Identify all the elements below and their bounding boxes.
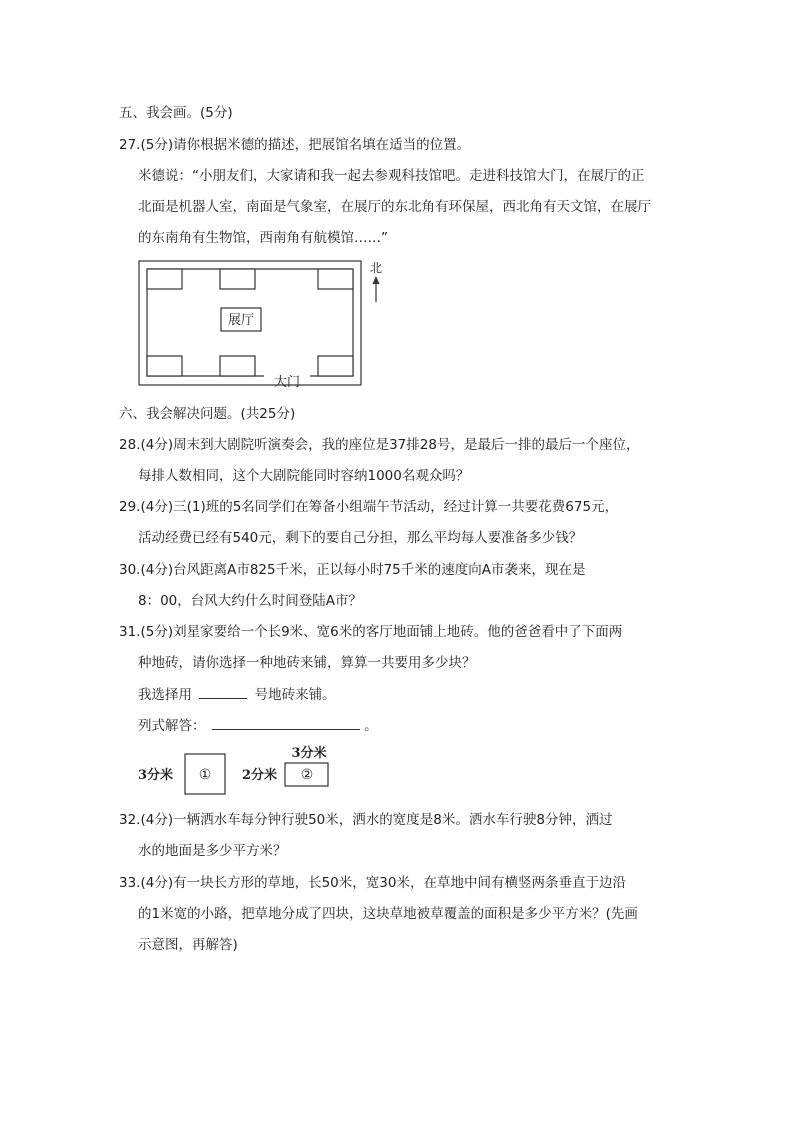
question-27-desc-line-3: 的东南角有生物馆，西南角有航模馆……” — [138, 230, 388, 246]
choose-prefix: 我选择用 — [138, 687, 192, 703]
room-northwest — [147, 269, 182, 289]
gate-label: 大门 — [273, 375, 301, 390]
question-27-desc-line-1: 米德说：“小朋友们，大家请和我一起去参观科技馆吧。走进科技馆大门，在展厅的正 — [138, 168, 645, 184]
tile-2-top-label: 3分米 — [291, 746, 327, 761]
tile-2-side-label: 2分米 — [242, 768, 278, 783]
solve-prefix: 列式解答： — [138, 718, 206, 734]
question-30-line-1: 30.(4分)台风距离A市825千米，正以每小时75千米的速度向A市袭来，现在是 — [119, 562, 586, 578]
section-heading-5: 五、我会画。(5分) — [119, 105, 233, 121]
question-33-line-2: 的1米宽的小路，把草地分成了四块，这块草地被草覆盖的面积是多少平方米？(先画 — [138, 906, 638, 922]
section-heading-6: 六、我会解决问题。(共25分) — [119, 406, 296, 422]
question-32-line-2: 水的地面是多少平方米？ — [138, 843, 287, 859]
room-south — [220, 356, 255, 376]
room-southeast — [318, 356, 353, 376]
question-30-line-2: 8：00，台风大约什么时间登陆A市？ — [138, 593, 363, 609]
question-27-desc-line-2: 北面是机器人室，南面是气象室，在展厅的东北角有环保屋，西北角有天文馆，在展厅 — [138, 199, 651, 215]
tile-1-number: ① — [198, 767, 212, 783]
solution-blank[interactable] — [212, 715, 360, 730]
question-31-line-1: 31.(5分)刘星家要给一个长9米、宽6米的客厅地面铺上地砖。他的爸爸看中了下面两 — [119, 624, 623, 640]
question-31-solve-line — [138, 715, 378, 736]
hall-label: 展厅 — [227, 313, 255, 328]
question-31-choose-line — [138, 684, 336, 705]
question-29-line-2: 活动经费已经有540元，剩下的要自己分担，那么平均每人要准备多少钱？ — [138, 530, 583, 546]
question-33-line-1: 33.(4分)有一块长方形的草地，长50米，宽30米，在草地中间有横竖两条垂直于边沿 — [119, 875, 626, 891]
choose-suffix: 号地砖来铺。 — [254, 687, 336, 703]
solve-suffix: 。 — [364, 718, 378, 734]
north-label: 北 — [369, 261, 383, 275]
room-southwest — [147, 356, 182, 376]
question-28-line-1: 28.(4分)周末到大剧院听演奏会，我的座位是37排28号，是最后一排的最后一个座位， — [119, 437, 640, 453]
question-32-line-1: 32.(4分)一辆洒水车每分钟行驶50米，洒水的宽度是8米。洒水车行驶8分钟，洒过 — [119, 812, 613, 828]
question-28-line-2: 每排人数相同，这个大剧院能同时容纳1000名观众吗？ — [138, 468, 470, 484]
question-33-line-3: 示意图，再解答) — [138, 937, 238, 953]
question-29-line-1: 29.(4分)三(1)班的5名同学们在筹备小组端午节活动，经过计算一共要花费675元， — [119, 499, 619, 515]
room-north — [220, 269, 255, 289]
tile-options-figure — [134, 742, 344, 798]
room-northeast — [318, 269, 353, 289]
question-31-line-2: 种地砖，请你选择一种地砖来铺，算算一共要用多少块？ — [138, 655, 476, 671]
tile-1-side-label: 3分米 — [138, 768, 174, 783]
tile-2-number: ② — [300, 767, 314, 783]
exhibition-map — [136, 258, 392, 390]
tile-choice-blank[interactable] — [199, 684, 247, 699]
question-27-stem: 27.(5分)请你根据米德的描述，把展馆名填在适当的位置。 — [119, 137, 471, 153]
north-arrow-head — [373, 276, 380, 284]
